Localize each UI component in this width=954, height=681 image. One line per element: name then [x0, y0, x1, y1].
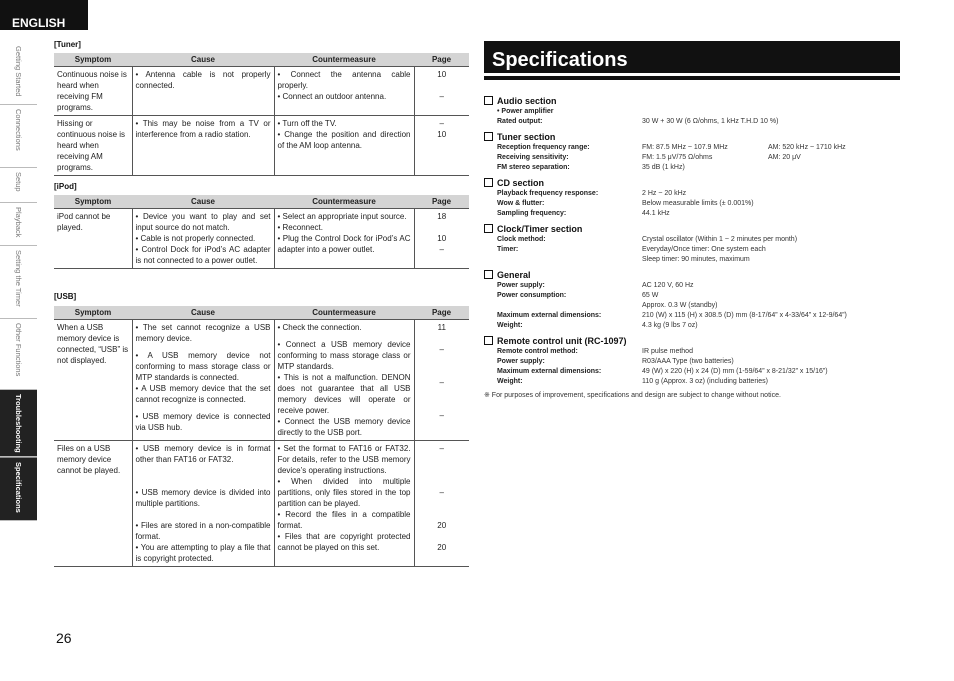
specifications-list — [484, 95, 904, 401]
spec-label: Sampling frequency: — [497, 210, 567, 217]
spec-value: AM: 520 kHz ~ 1710 kHz — [768, 144, 846, 151]
cause-item: • You are attempting to play a file that is copyright protected. — [135, 543, 271, 563]
tab-label: Setup — [14, 172, 23, 192]
section-heading: Clock/Timer section — [497, 224, 583, 234]
spec-value: 30 W + 30 W (6 Ω/ohms, 1 kHz T.H.D 10 %) — [642, 118, 779, 125]
page-ref: 10 — [437, 234, 447, 243]
spec-value: R03/AAA Type (two batteries) — [642, 358, 734, 365]
spec-clock-section — [484, 223, 904, 265]
countermeasure-item: • Connect the antenna cable properly. — [277, 70, 411, 90]
table-row — [54, 441, 469, 567]
spec-label: Reception frequency range: — [497, 144, 590, 151]
countermeasure-item: • Select an appropriate input source. — [277, 212, 407, 221]
col-cause: Cause — [132, 306, 274, 320]
cause-item: • The set cannot recognize a USB memory device. — [135, 323, 271, 343]
countermeasure-item: • Reconnect. — [277, 223, 323, 232]
checkbox-icon — [484, 336, 493, 345]
page-ref: 10 — [437, 70, 447, 79]
countermeasure-item: • Plug the Control Dock for iPod’s AC adapter into a power outlet. — [277, 234, 411, 254]
countermeasure-item: • Connect the USB memory device directly to the USB port. — [277, 417, 411, 437]
spec-value: Everyday/Once timer: One system each — [642, 246, 766, 253]
spec-cd-section — [484, 177, 904, 219]
countermeasure-item: • When divided into multiple partitions, only files stored in the top partition can be played. — [277, 477, 411, 508]
tuner-table — [54, 53, 469, 176]
col-symptom: Symptom — [54, 195, 132, 209]
page-cell — [414, 67, 469, 116]
col-page: Page — [414, 53, 469, 67]
language-banner — [0, 0, 88, 30]
cause-item: • Files are stored in a non-compatible format. — [135, 521, 271, 541]
countermeasure-item: • This is not a malfunction. DENON does not guarantee that all USB memory devices will operate or receive power. — [277, 373, 411, 415]
page-ref: 18 — [437, 212, 447, 221]
section-heading: General — [497, 270, 531, 280]
checkbox-icon — [484, 178, 493, 187]
countermeasure-item: • Files that are copyright protected cannot be played on this set. — [277, 532, 411, 552]
col-countermeasure: Countermeasure — [274, 306, 414, 320]
countermeasure-item: • Connect a USB memory device conforming to mass storage class or MTP standards. — [277, 340, 411, 371]
page-ref: – — [439, 345, 444, 354]
spec-value: Crystal oscillator (Within 1 ~ 2 minutes per month) — [642, 236, 798, 243]
page-ref: 10 — [437, 130, 447, 139]
tab-getting-started[interactable] — [0, 42, 37, 105]
spec-value: 49 (W) x 220 (H) x 24 (D) mm (1-59/64” x 8-21/32” x 15/16”) — [642, 368, 828, 375]
page-ref: – — [439, 245, 444, 254]
spec-label: Receiving sensitivity: — [497, 154, 569, 161]
spec-label: Playback frequency response: — [497, 190, 599, 197]
spec-general-section — [484, 269, 904, 331]
countermeasure-item: • Record the files in a compatible format. — [277, 510, 411, 530]
ipod-table — [54, 195, 469, 269]
col-page: Page — [414, 195, 469, 209]
spec-label: • Power amplifier — [497, 108, 554, 115]
section-heading: CD section — [497, 178, 545, 188]
tab-connections[interactable] — [0, 105, 37, 168]
checkbox-icon — [484, 96, 493, 105]
tab-label: Playback — [14, 207, 23, 238]
cause-cell — [132, 209, 274, 269]
page-ref: – — [439, 378, 444, 387]
spec-value: AM: 20 μV — [768, 154, 801, 161]
tab-label: Connections — [14, 109, 23, 151]
cause-item: • Cable is not properly connected. — [135, 234, 256, 243]
symptom-cell: Files on a USB memory device cannot be played. — [54, 441, 132, 567]
spec-value: 110 g (Approx. 3 oz) (including batteries) — [642, 378, 768, 385]
cause-item: • USB memory device is connected via USB hub. — [135, 412, 271, 432]
col-symptom: Symptom — [54, 53, 132, 67]
cause-item: • Control Dock for iPod’s AC adapter is not connected to a power outlet. — [135, 245, 271, 265]
tab-other-functions[interactable] — [0, 319, 37, 390]
countermeasure-item: • Change the position and direction of the AM loop antenna. — [277, 130, 411, 150]
page-ref: 11 — [437, 323, 446, 332]
spec-label: Wow & flutter: — [497, 200, 545, 207]
col-countermeasure: Countermeasure — [274, 53, 414, 67]
tuner-section-label: [Tuner] — [54, 40, 81, 49]
cause-item: • A USB memory device that the set cannot recognize is connected. — [135, 384, 271, 404]
checkbox-icon — [484, 132, 493, 141]
spec-tuner-section — [484, 131, 904, 173]
usb-section-label: [USB] — [54, 292, 77, 301]
spec-label: Weight: — [497, 322, 523, 329]
table-row — [54, 116, 469, 176]
spec-value: 35 dB (1 kHz) — [642, 164, 685, 171]
page-ref: – — [439, 444, 444, 453]
checkbox-icon — [484, 270, 493, 279]
countermeasure-item: • Connect an outdoor antenna. — [277, 92, 387, 101]
language-label: ENGLISH — [12, 16, 66, 30]
countermeasure-cell — [274, 320, 414, 441]
cause-item: • USB memory device is divided into multiple partitions. — [135, 488, 271, 508]
col-countermeasure: Countermeasure — [274, 195, 414, 209]
spec-value: 210 (W) x 115 (H) x 308.5 (D) mm (8-17/64” x 4-33/64” x 12-9/64”) — [642, 312, 847, 319]
spec-label: Clock method: — [497, 236, 546, 243]
cause-item: • Device you want to play and set input source do not match. — [135, 212, 271, 232]
spec-value: 2 Hz ~ 20 kHz — [642, 190, 687, 197]
spec-value: FM: 87.5 MHz ~ 107.9 MHz — [642, 144, 728, 151]
table-row — [54, 67, 469, 116]
col-cause: Cause — [132, 195, 274, 209]
section-heading: Audio section — [497, 96, 557, 106]
symptom-cell: Continuous noise is heard when receiving FM programs. — [54, 67, 132, 116]
cause-item: • USB memory device is in format other than FAT16 or FAT32. — [135, 444, 271, 464]
page-title: Specifications — [492, 49, 628, 71]
tab-label: Other Functions — [14, 323, 23, 377]
checkbox-icon — [484, 224, 493, 233]
countermeasure-item: • Turn off the TV. — [277, 119, 337, 128]
spec-label: FM stereo separation: — [497, 164, 570, 171]
tab-setting-the-timer[interactable] — [0, 246, 37, 319]
cause-cell — [132, 320, 274, 441]
title-underline — [484, 76, 900, 80]
countermeasure-item: • Check the connection. — [277, 323, 362, 332]
page-ref: – — [439, 119, 444, 128]
specifications-note: ※ For purposes of improvement, specifications and design are subject to change without notice. — [484, 392, 781, 399]
tab-playback[interactable] — [0, 203, 37, 246]
page-cell — [414, 116, 469, 176]
page-ref: 20 — [437, 543, 447, 552]
section-heading: Tuner section — [497, 132, 556, 142]
spec-label: Rated output: — [497, 118, 543, 125]
countermeasure-cell — [274, 441, 414, 567]
spec-label: Maximum external dimensions: — [497, 312, 602, 319]
cause-item: • A USB memory device not conforming to mass storage class or MTP standards is connected. — [135, 351, 271, 382]
spec-value: 4.3 kg (9 lbs 7 oz) — [642, 322, 698, 329]
cause-cell — [132, 441, 274, 567]
symptom-cell: iPod cannot be played. — [54, 209, 132, 269]
spec-value: Below measurable limits (± 0.001%) — [642, 200, 754, 207]
tab-specifications[interactable] — [0, 457, 37, 521]
page-ref: – — [439, 488, 444, 497]
tab-troubleshooting[interactable] — [0, 390, 37, 457]
page-ref: 20 — [437, 521, 447, 530]
page-number: 26 — [56, 630, 72, 646]
page-ref: – — [439, 411, 444, 420]
countermeasure-cell — [274, 209, 414, 269]
ipod-section-label: [iPod] — [54, 182, 77, 191]
spec-value: AC 120 V, 60 Hz — [642, 282, 694, 289]
tab-label: Specifications — [14, 462, 23, 513]
spec-label: Timer: — [497, 246, 519, 253]
spec-label: Weight: — [497, 378, 523, 385]
section-heading: Remote control unit (RC-1097) — [497, 336, 627, 346]
cause-cell: • This may be noise from a TV or interference from a radio station. — [132, 116, 274, 176]
col-symptom: Symptom — [54, 306, 132, 320]
tab-setup[interactable] — [0, 168, 37, 203]
spec-value: Approx. 0.3 W (standby) — [642, 302, 718, 309]
spec-value: 65 W — [642, 292, 659, 299]
spec-label: Remote control method: — [497, 348, 578, 355]
page-cell — [414, 320, 469, 441]
tab-label: Getting Started — [14, 46, 23, 97]
table-header-row — [54, 195, 469, 209]
spec-value: Sleep timer: 90 minutes, maximum — [642, 256, 750, 263]
page-cell — [414, 209, 469, 269]
table-row — [54, 320, 469, 441]
spec-label: Power supply: — [497, 358, 545, 365]
spec-remote-section — [484, 335, 904, 387]
spec-audio-section — [484, 95, 904, 127]
page-cell — [414, 441, 469, 567]
page-ref: – — [439, 92, 444, 101]
col-page: Page — [414, 306, 469, 320]
spec-value: 44.1 kHz — [642, 210, 670, 217]
sidebar-tabs — [0, 42, 37, 521]
symptom-cell: Hissing or continuous noise is heard when receiving AM programs. — [54, 116, 132, 176]
tab-label: Troubleshooting — [14, 394, 23, 453]
spec-value: FM: 1.5 μV/75 Ω/ohms — [642, 154, 713, 161]
spec-label: Power supply: — [497, 282, 545, 289]
symptom-cell: When a USB memory device is connected, “USB” is not displayed. — [54, 320, 132, 441]
table-header-row — [54, 53, 469, 67]
countermeasure-cell — [274, 67, 414, 116]
tab-label: Setting the Timer — [14, 250, 23, 307]
table-row — [54, 209, 469, 269]
spec-label: Maximum external dimensions: — [497, 368, 602, 375]
table-header-row — [54, 306, 469, 320]
countermeasure-cell — [274, 116, 414, 176]
specifications-title-bar — [484, 41, 900, 73]
col-cause: Cause — [132, 53, 274, 67]
cause-cell: • Antenna cable is not properly connected. — [132, 67, 274, 116]
spec-value: IR pulse method — [642, 348, 693, 355]
usb-table — [54, 306, 469, 567]
countermeasure-item: • Set the format to FAT16 or FAT32. For details, refer to the USB memory device’s operating instructions. — [277, 444, 411, 475]
spec-label: Power consumption: — [497, 292, 567, 299]
